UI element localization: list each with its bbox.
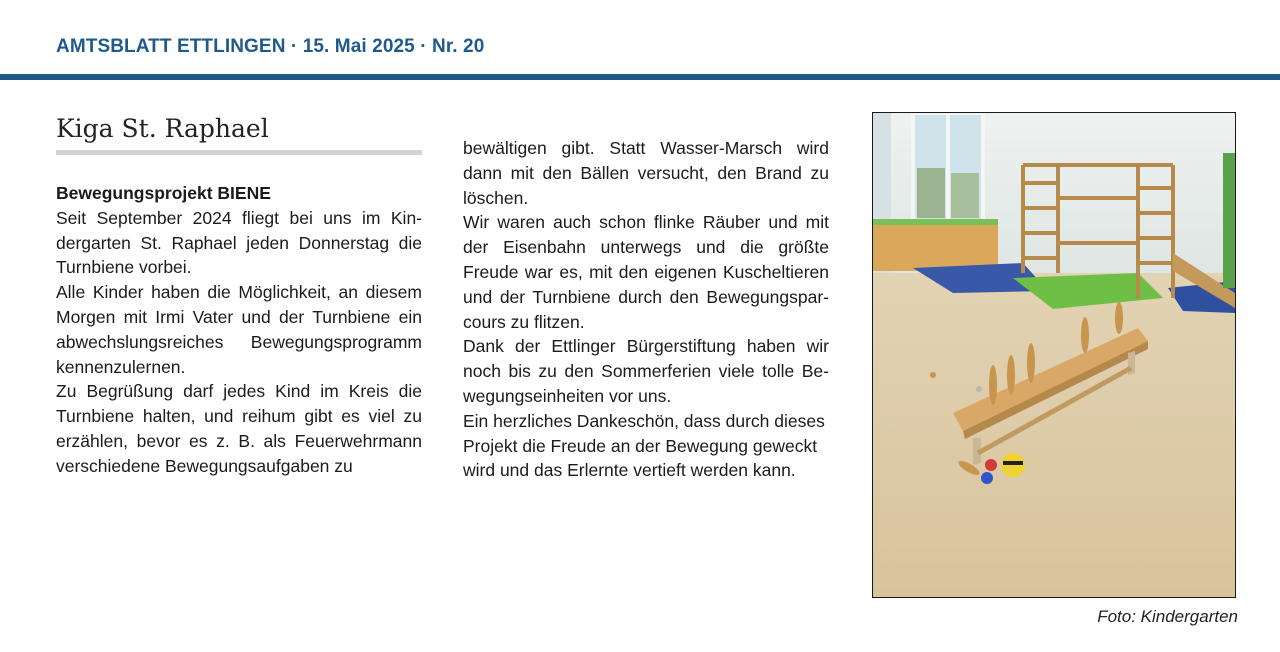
- paragraph: Ein herzliches Dankeschön, dass durch dieses Projekt die Freude an der Bewegung geweckt wird und das Erlernte vertieft werden kann.: [463, 410, 825, 481]
- article-column-1: [56, 114, 422, 479]
- paragraph: Zu Begrüßung darf jedes Kind im Kreis die Turnbiene halten, und reihum gibt es viel zu erzählen, bevor es z. B. als Feuerwehrmann verschiedene Bewegungsaufgaben zu: [56, 381, 422, 476]
- paragraph: Wir waren auch schon flinke Räuber und mit der Eisenbahn unterwegs und die größte Freude war es, mit den eigenen Kuscheltieren und der Turnbiene durch den Bewegungsparcours zu flitzen.: [463, 212, 829, 332]
- gym-photo: [872, 112, 1236, 598]
- header-rule: [0, 74, 1280, 80]
- article-subhead: Bewegungsprojekt BIENE: [56, 183, 271, 203]
- paragraph: bewältigen gibt. Statt Wasser-Marsch wird dann mit den Bällen versucht, den Brand zu löschen.: [463, 138, 829, 208]
- paragraph: Dank der Ettlinger Bürgerstiftung haben wir noch bis zu den Sommerferien viele tolle Bewegungseinheiten vor uns.: [463, 336, 829, 406]
- paragraph: Seit September 2024 fliegt bei uns im Kindergarten St. Raphael jeden Donnerstag die Turnbiene vorbei.: [56, 207, 422, 278]
- article-kicker: Kiga St. Raphael: [56, 114, 422, 155]
- photo-credit: Foto: Kindergarten: [1097, 607, 1238, 626]
- paragraph: Alle Kinder haben die Möglichkeit, an diesem Morgen mit Irmi Vater und der Turnbiene ein abwechslungsreiches Bewegungsprogramm kennenzulernen.: [56, 282, 422, 377]
- article-column-2: [463, 136, 829, 483]
- masthead: AMTSBLATT ETTLINGEN · 15. Mai 2025 · Nr. 20: [56, 36, 485, 57]
